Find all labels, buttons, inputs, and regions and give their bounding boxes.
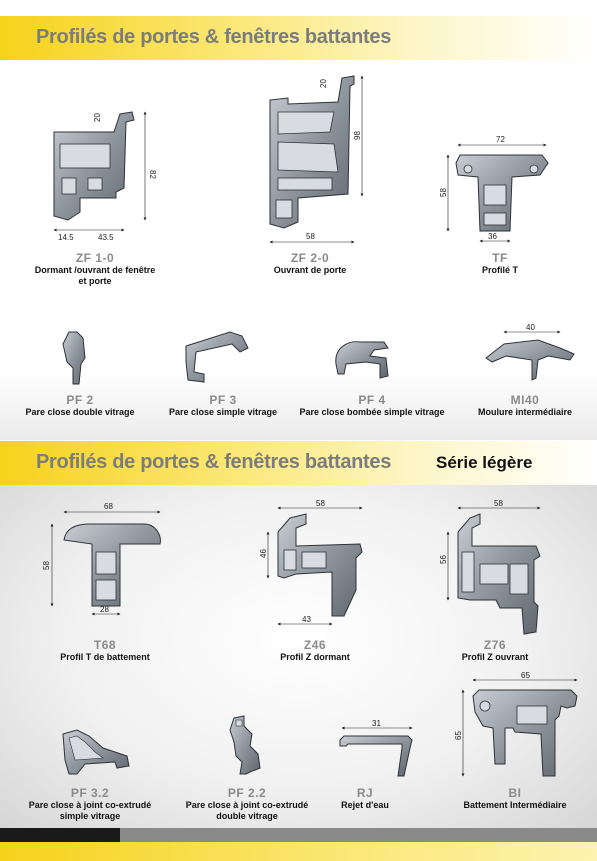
profile-pf32 [15,786,165,822]
profile-zf10 [20,251,170,287]
profile-pf22-drawing [220,712,280,784]
profile-pf2 [5,393,155,418]
profile-tf [430,251,570,276]
profile-desc-2: simple vitrage [59,811,121,821]
dim-zf20-20: 20 [319,79,328,88]
dim-bi-65-top: 65 [521,671,530,680]
profile-zf10-drawing [40,100,160,250]
profile-bi [445,786,585,811]
profile-desc: Pare close double vitrage [25,407,135,417]
dim-zf20-58: 58 [306,232,315,241]
profile-code: PF 2 [66,393,94,407]
profile-desc: Ouvrant de porte [273,265,347,275]
profile-desc-2: double vitrage [216,811,278,821]
profile-pf4-drawing [330,334,400,386]
dim-z46-43: 43 [302,615,311,624]
profile-desc-2: et porte [78,276,112,286]
section1-header [0,16,597,60]
profile-desc: Pare close à joint co-extrudé [28,800,152,810]
profile-t68 [30,638,180,663]
profile-pf3 [148,393,298,418]
profile-code: Z46 [303,638,327,652]
profile-desc: Battement Intermédiaire [463,800,567,810]
profile-code: ZF 2-0 [290,251,330,265]
profile-zf20-drawing [258,72,378,247]
profile-pf2-drawing [55,328,105,390]
profile-desc: Moulure intermédiaire [477,407,573,417]
profile-t68-drawing [40,500,170,620]
dim-z76-56: 56 [439,555,448,564]
dim-bi-65-side: 65 [454,731,463,740]
profile-pf32-drawing [55,722,135,784]
profile-code: RJ [356,786,374,800]
profile-pf22 [172,786,322,822]
dim-zf10-82: 82 [148,170,157,179]
profile-z76 [420,638,570,663]
profile-code: PF 3 [209,393,237,407]
dim-rj-31: 31 [372,719,381,728]
dim-t68-68: 68 [104,502,113,511]
profile-rj-drawing [330,718,420,780]
dim-tf-58: 58 [439,188,448,197]
dim-t68-28: 28 [100,605,109,614]
profile-desc: Dormant /ouvrant de fenêtre [34,265,156,275]
dim-z46-58: 58 [316,499,325,508]
profile-bi-drawing [455,672,585,784]
section2-subtitle: Série légère [436,453,533,472]
profile-mi40 [460,393,590,418]
footer-dark-bar [0,828,120,842]
profile-code: ZF 1-0 [75,251,115,265]
profile-pf4 [288,393,456,418]
profile-mi40-drawing [478,322,578,384]
footer-yellow-bar [0,842,597,861]
dim-tf-72: 72 [496,135,505,144]
profile-pf3-drawing [180,326,260,386]
profile-zf20 [235,251,385,276]
dim-z76-58: 58 [494,499,503,508]
profile-code: PF 4 [358,393,386,407]
dim-zf20-98: 98 [353,131,362,140]
profile-desc: Pare close simple vitrage [168,407,278,417]
profile-code: TF [492,251,508,265]
dim-t68-58: 58 [42,561,51,570]
profile-desc: Profilé T [481,265,518,275]
section1-title: Profilés de portes & fenêtres battantes [36,26,392,48]
profile-desc: Pare close bombée simple vitrage [299,407,445,417]
profile-desc: Rejet d'eau [341,800,389,810]
profile-code: T68 [93,638,117,652]
footer-gray-bar [120,828,597,842]
profile-code: PF 2.2 [227,786,267,800]
profile-z76-drawing [440,500,560,640]
profile-tf-drawing [440,135,560,245]
section2-header [0,441,597,485]
profile-z46-drawing [260,500,380,630]
profile-desc: Pare close à joint co-extrudé [185,800,309,810]
profile-code: BI [508,786,522,800]
profile-desc: Profil Z dormant [280,652,350,662]
dim-tf-36: 36 [488,232,497,241]
profile-desc: Profil T de battement [60,652,150,662]
dim-zf10-43: 43.5 [98,233,114,242]
profile-code: MI40 [510,393,540,407]
profile-code: Z76 [483,638,507,652]
profile-rj [315,786,415,811]
dim-mi40-40: 40 [526,323,535,332]
dim-zf10-20: 20 [93,113,102,122]
profile-desc: Profil Z ouvrant [461,652,529,662]
profile-code: PF 3.2 [70,786,110,800]
dim-z46-46: 46 [259,549,268,558]
section2-title: Profilés de portes & fenêtres battantes [36,451,392,473]
profile-z46 [240,638,390,663]
dim-zf10-14: 14.5 [58,233,74,242]
